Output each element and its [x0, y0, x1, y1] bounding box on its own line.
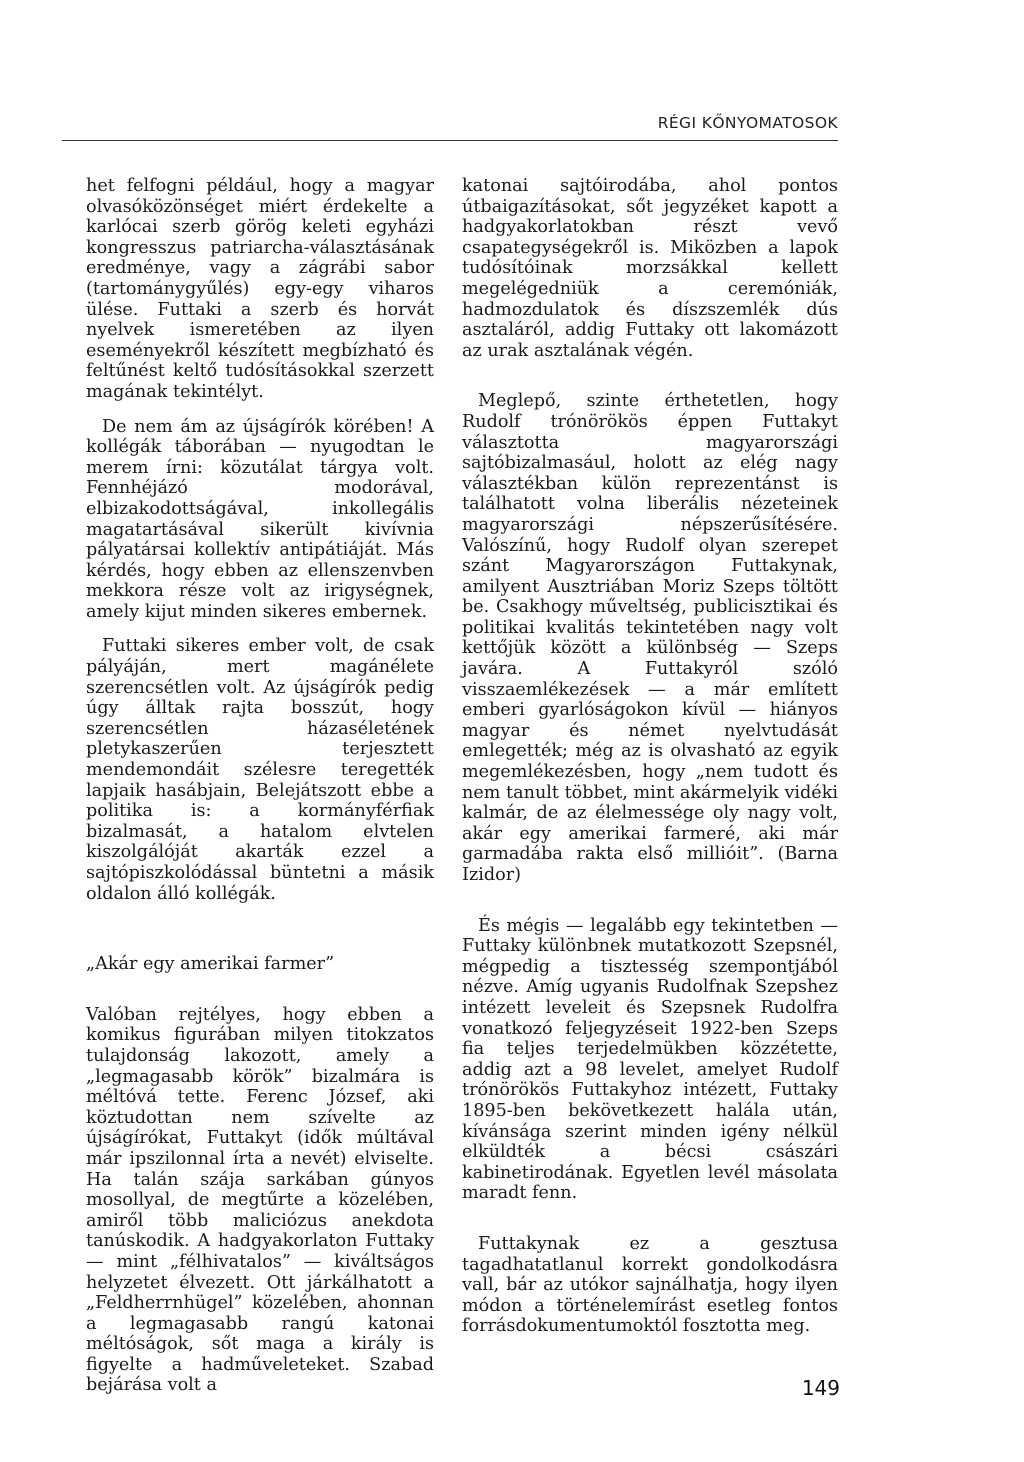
- paragraph: Futtakynak ez a gesztusa tagadhatatlanul korrekt gondolkodásra vall, bár az utókor sajnálhatja, hogy ilyen módon a történelemírást esetleg fontos forrásdokumentumoktól fosztotta meg.: [462, 1233, 838, 1337]
- paragraph: het felfogni például, hogy a magyar olvasóközönséget miért érdekelte a karlócai szerb görög keleti egyházi kongresszus patriarcha-választásának eredménye, vagy a zágrábi sabor (tartománygyűlés) egy-egy viharos ülése. Futtaki a szerb és horvát nyelvek ismeretében az ilyen eseményekről készített megbízható és feltűnést keltő tudósításokkal szerzett magának tekintélyt.: [86, 176, 434, 402]
- running-header: RÉGI KŐNYOMATOSOK: [657, 114, 838, 132]
- paragraph: Meglepő, szinte érthetetlen, hogy Rudolf trónörökös éppen Futtakyt választotta magyarországi sajtóbizalmasául, holott az elég nagy választékban külön reprezentánst is találhatott volna liberális nézeteinek magyarországi népszerűsítésére. Valószínű, hogy Rudolf olyan szerepet szánt Magyarországon Futtakynak, amilyent Ausztriában Moriz Szeps töltött be. Csakhogy műveltség, publicisztikai és politikai kvalitás tekintetében nagy volt kettőjük között a különbség — Szeps javára. A Futtakyról szóló visszaemlékezések — a már említett emberi gyarlóságokon kívül — hiányos magyar és német nyelvtudását emlegették; még az is olvasható az egyik megemlékezésben, hogy „nem tudott és nem tanult többet, mint akármelyik vidéki kalmár, de az élelmessége oly nagy volt, akár egy amerikai farmeré, aki már garmadába rakta első millióit”. (Barna Izidor): [462, 391, 838, 885]
- section-subheading: „Akár egy amerikai farmer”: [86, 954, 335, 975]
- right-column: [462, 176, 838, 1337]
- paragraph: És mégis — legalább egy tekintetben — Futtaky különbnek mutatkozott Szepsnél, mégpedig a tisztesség szempontjából nézve. Amíg ugyanis Rudolfnak Szepshez intézett leveleit és Szepsnek Rudolfra vonatkozó feljegyzéseit 1922-ben Szeps fia teljes terjedelmükben közzétette, addig azt a 98 levelet, amelyet Rudolf trónörökös Futtakyhoz intézett, Futtaky 1895-ben bekövetkezett halála után, kívánsága szerint minden igény nélkül elküldték a bécsi császári kabinetirodának. Egyetlen levél másolata maradt fenn.: [462, 915, 838, 1204]
- header-rule: [62, 140, 838, 141]
- paragraph: Valóban rejtélyes, hogy ebben a komikus figurában milyen titokzatos tulajdonság lakozott, amely a „legmagasabb körök” bizalmára is méltóvá tette. Ferenc József, aki köztudottan nem szívelte az újságírókat, Futtakyt (idők múltával már ipszilonnal írta a nevét) elviselte. Ha talán szája sarkában gúnyos mosollyal, de megtűrte a közelében, amiről több maliciózus anekdota tanúskodik. A hadgyakorlaton Futtaky — mint „félhivatalos” — kiváltságos helyzetet élvezett. Ott járkálhatott a „Feldherrnhügel” közelében, ahonnan a legmagasabb rangú katonai méltóságok, sőt maga a király is figyelte a hadműveleteket. Szabad bejárása volt a: [86, 1004, 434, 1396]
- page-number: 149: [801, 1376, 840, 1400]
- paragraph: katonai sajtóirodába, ahol pontos útbaigazításokat, sőt jegyzéket kapott a hadgyakorlatokban részt vevő csapategységekről is. Miközben a lapok tudósítóinak morzsákkal kellett megelégedniük a ceremóniák, hadmozdulatok és díszszemlék dús asztaláról, addig Futtaky ott lakomázott az urak asztalának végén.: [462, 176, 838, 361]
- paragraph: De nem ám az újságírók körében! A kollégák táborában — nyugodtan le merem írni: közutálat tárgya volt. Fennhéjázó modorával, elbizakodottságával, inkollegális magatartásával sikerült kivívnia pályatársai kollektív antipátiáját. Más kérdés, hogy ebben az ellenszenvben mekkora része volt az irigységnek, amely kijut minden sikeres embernek.: [86, 416, 434, 622]
- paragraph: Futtaki sikeres ember volt, de csak pályáján, mert magánélete szerencsétlen volt. Az újságírók pedig úgy álltak rajta bosszút, hogy szerencsétlen házaséletének pletykaszerűen terjesztett mendemondáit szélesre teregették lapjaik hasábjain, Belejátszott ebbe a politika is: a kormányférfiak bizalmasát, a hatalom elvtelen kiszolgálóját akarták ezzel a sajtópiszkolódással büntetni a másik oldalon álló kollégák.: [86, 636, 434, 904]
- left-column: [86, 176, 434, 1396]
